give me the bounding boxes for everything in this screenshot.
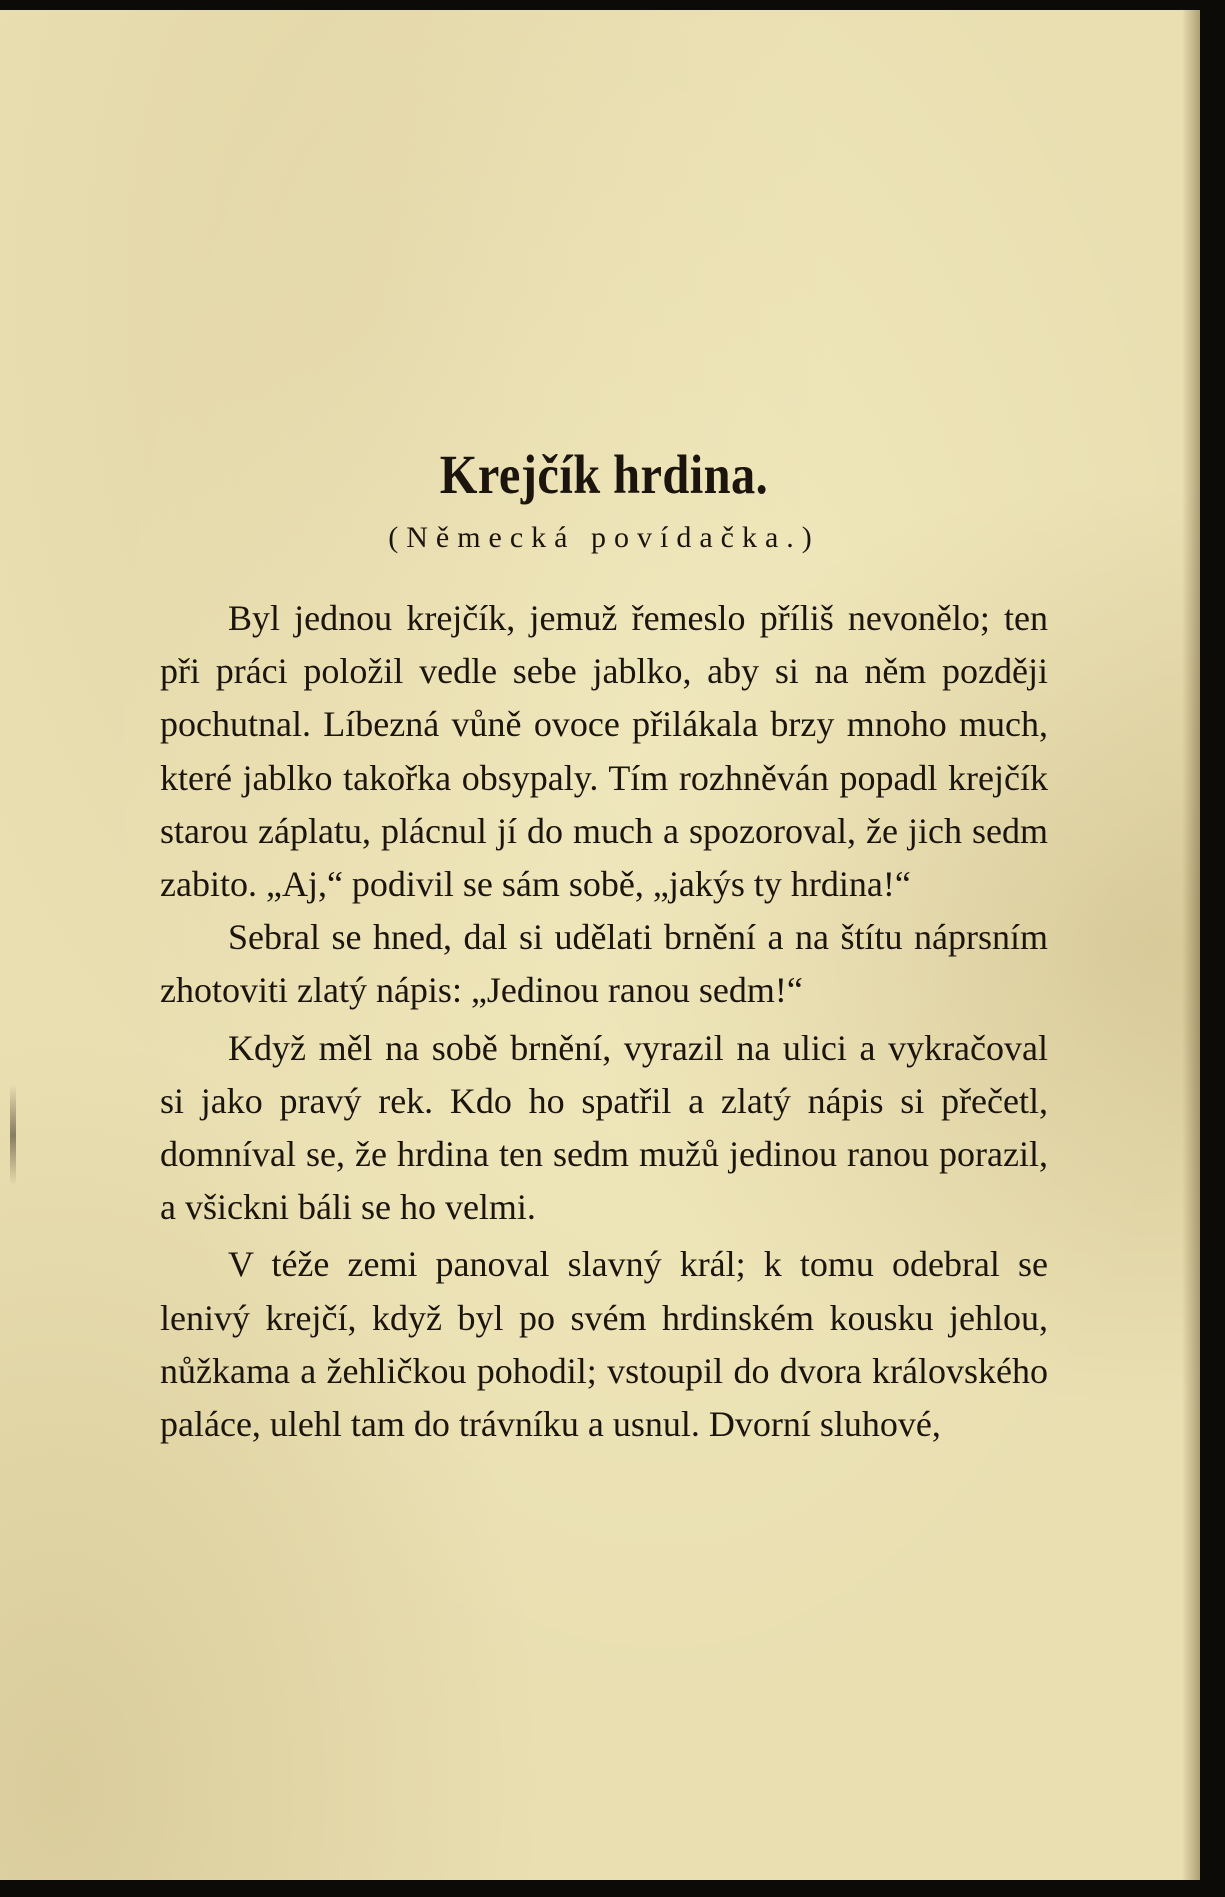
text-block (160, 440, 1048, 1451)
paragraph-4: V téže zemi panoval slavný král; k tomu odebral se lenivý krejčí, když byl po svém hrdinském kousku jehlou, nůžkama a žehličkou pohodil; vstoupil do dvora královského paláce, ulehl tam do trávníku a usnul. Dvorní sluhové, (160, 1244, 1048, 1445)
story-title: Krejčík hrdina. (439, 444, 769, 505)
book-page (0, 10, 1200, 1880)
page-edge-mark (10, 1085, 16, 1185)
paragraph-1: Byl jednou krejčík, jemuž řemeslo příliš nevonělo; ten při práci položil vedle sebe jablko, aby si na něm později pochutnal. Líbezná vůně ovoce přilákala brzy mnoho much, které jablko takořka obsypaly. Tím rozhněván popadl krejčík starou záplatu, plácnul jí do much a spozoroval, že jich sedm zabito. „Aj,“ podivil se sám sobě, „jakýs ty hrdina!“ (160, 598, 1048, 905)
story-subtitle: (Německá povídačka.) (388, 521, 820, 554)
paragraph-3: Když měl na sobě brnění, vyrazil na ulici a vykračoval si jako pravý rek. Kdo ho spatřil a zlatý nápis si přečetl, domníval se, že hrdina ten sedm mužů jedinou ranou porazil, a všickni báli se ho velmi. (160, 1027, 1048, 1228)
paragraph-2: Sebral se hned, dal si udělati brnění a na štítu náprsním zhotoviti zlatý nápis: „Jedinou ranou sedm!“ (160, 917, 1048, 1011)
